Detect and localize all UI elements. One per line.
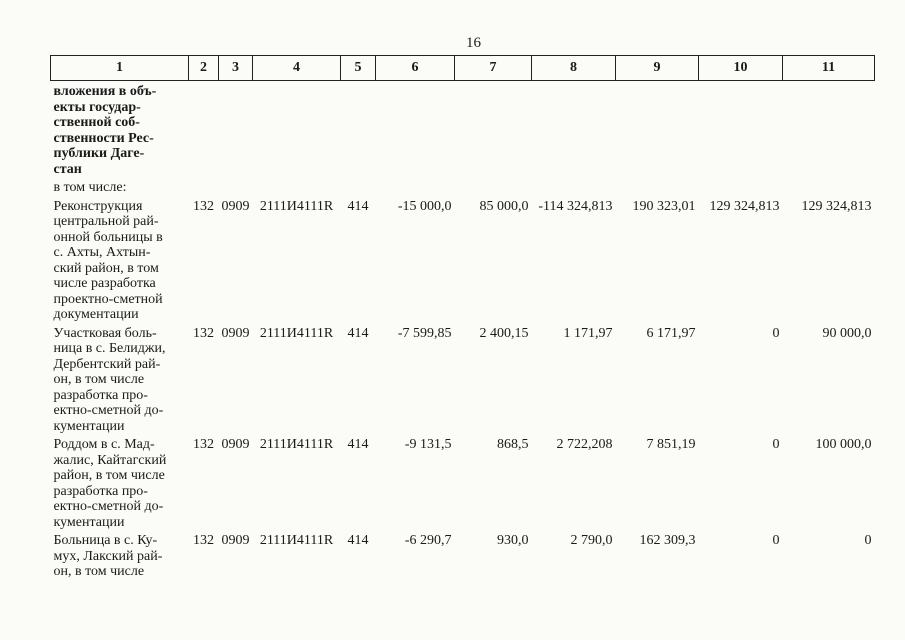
cell: -6 290,7 — [404, 533, 452, 548]
cell: 7 851,19 — [646, 437, 696, 452]
desc-line: разработка про- — [53, 483, 148, 499]
budget-table — [50, 55, 875, 580]
cell: 2 722,208 — [556, 437, 613, 452]
desc-line: проектно-сметной — [53, 291, 163, 307]
column-header: 7 — [455, 56, 532, 81]
cell: 0909 — [221, 437, 250, 452]
cell: 85 000,0 — [479, 198, 529, 214]
cell: 132 — [193, 325, 214, 341]
cell: 2111И4111R — [259, 325, 334, 341]
cell: 132 — [193, 437, 214, 452]
cell: 2 790,0 — [570, 533, 613, 548]
cell: 132 — [193, 533, 214, 548]
desc-line: ский район, в том — [53, 260, 159, 276]
cell: 0909 — [221, 325, 250, 341]
row-description — [51, 530, 189, 580]
heading-line: ственной соб- — [53, 115, 140, 130]
cell: 414 — [347, 325, 369, 341]
desc-line: числе разработка — [53, 276, 156, 291]
cell: 414 — [347, 437, 369, 452]
desc-line: Дербентский рай- — [53, 356, 161, 372]
section-heading-row — [51, 81, 875, 196]
row-description — [51, 323, 189, 435]
subtitle: в том числе: — [53, 180, 127, 195]
desc-line: ница в с. Белиджи, — [53, 341, 166, 356]
cell: 0909 — [221, 533, 250, 548]
cell: 0 — [772, 325, 780, 341]
heading-line: екты государ- — [53, 99, 141, 115]
cell: 0 — [772, 533, 780, 548]
page-number: 16 — [466, 35, 481, 51]
cell: -114 324,813 — [538, 198, 613, 214]
cell: 868,5 — [497, 437, 529, 452]
cell: 129 324,813 — [801, 198, 872, 214]
heading-line: вложения в объ- — [53, 84, 157, 99]
cell: 0909 — [221, 198, 250, 214]
column-header: 5 — [341, 56, 376, 81]
column-header: 9 — [616, 56, 699, 81]
column-header: 4 — [253, 56, 341, 81]
column-header: 10 — [699, 56, 783, 81]
column-header: 8 — [532, 56, 616, 81]
desc-line: жалис, Кайтагский — [53, 452, 167, 468]
desc-line: Больница в с. Ку- — [53, 533, 158, 548]
heading-line: ственности Рес- — [53, 130, 154, 146]
cell: 0 — [864, 533, 872, 548]
cell: 6 171,97 — [646, 325, 696, 341]
cell: 90 000,0 — [822, 325, 872, 341]
cell: -15 000,0 — [397, 198, 452, 214]
cell: 129 324,813 — [709, 198, 780, 214]
table-row — [51, 323, 875, 435]
desc-line: центральной рай- — [53, 214, 159, 229]
header-row — [51, 56, 875, 81]
desc-line: документации — [53, 307, 139, 322]
cell: 162 309,3 — [639, 533, 696, 548]
column-header: 3 — [219, 56, 253, 81]
row-description — [51, 196, 189, 323]
column-header: 6 — [376, 56, 455, 81]
section-heading — [51, 81, 189, 196]
desc-line: онной больницы в — [53, 229, 163, 245]
row-description — [51, 434, 189, 530]
column-header: 1 — [51, 56, 189, 81]
desc-line: Участковая боль- — [53, 325, 157, 341]
cell: 2111И4111R — [259, 533, 334, 548]
desc-line: кументации — [53, 418, 125, 434]
cell: 190 323,01 — [632, 198, 696, 214]
desc-line: он, в том числе — [53, 372, 145, 387]
heading-line: публики Даге- — [53, 146, 145, 161]
desc-line: с. Ахты, Ахтын- — [53, 245, 151, 260]
column-header: 11 — [783, 56, 875, 81]
desc-line: он, в том числе — [53, 564, 145, 579]
cell: 1 171,97 — [563, 325, 613, 341]
cell: 2111И4111R — [259, 437, 334, 452]
desc-line: Реконструкция — [53, 198, 143, 214]
cell: 2 400,15 — [479, 325, 529, 341]
table-row — [51, 196, 875, 323]
desc-line: район, в том числе — [53, 468, 165, 483]
cell: 100 000,0 — [815, 437, 872, 452]
cell: 414 — [347, 198, 369, 214]
desc-line: разработка про- — [53, 387, 148, 403]
table-row — [51, 530, 875, 580]
column-header: 2 — [189, 56, 219, 81]
cell: 132 — [193, 198, 214, 214]
cell: -9 131,5 — [404, 437, 452, 452]
heading-line: стан — [53, 161, 82, 177]
desc-line: кументации — [53, 514, 125, 530]
cell: 2111И4111R — [259, 198, 334, 214]
desc-line: мух, Лакский рай- — [53, 548, 163, 564]
desc-line: Роддом в с. Мад- — [53, 437, 155, 452]
table-row — [51, 434, 875, 530]
cell: 930,0 — [497, 533, 529, 548]
desc-line: ектно-сметной до- — [53, 499, 164, 514]
cell: 414 — [347, 533, 369, 548]
desc-line: ектно-сметной до- — [53, 403, 164, 418]
cell: 0 — [772, 437, 780, 452]
cell: -7 599,85 — [397, 325, 452, 341]
